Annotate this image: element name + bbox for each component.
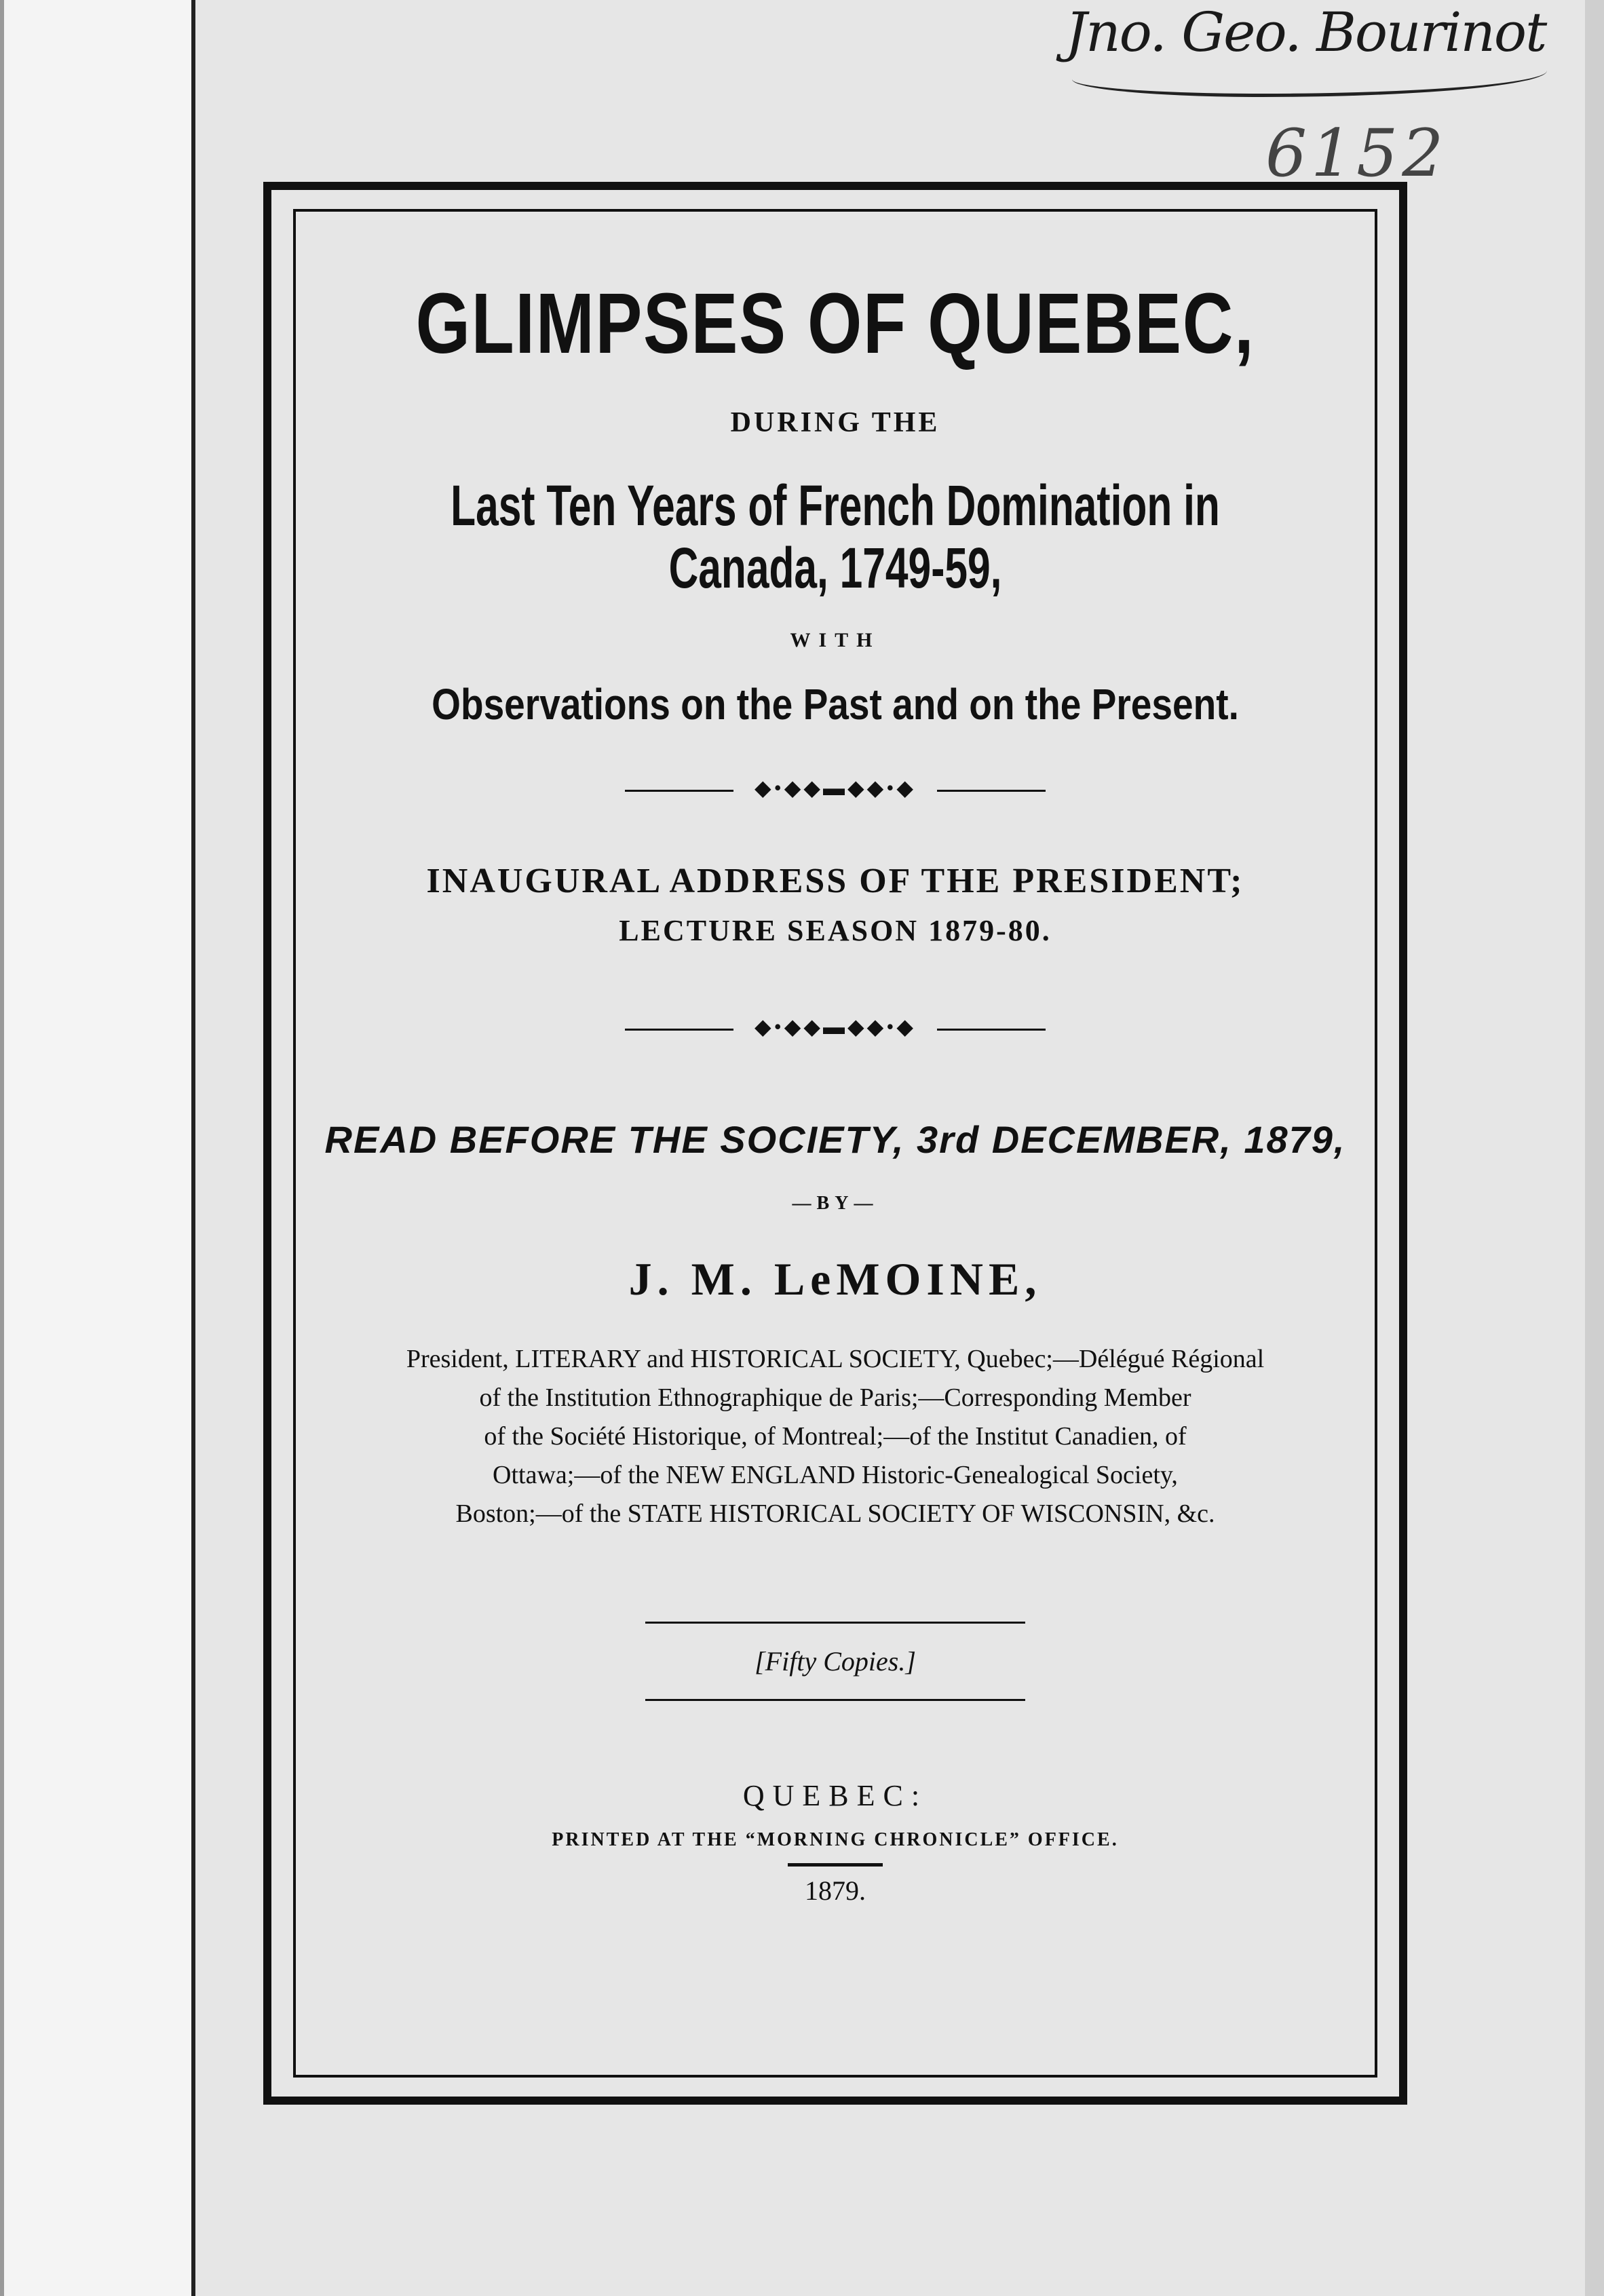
ornament-divider-1	[625, 776, 1046, 801]
shelfmark-number: 6152	[1265, 115, 1448, 191]
ornament-divider-2	[625, 1014, 1046, 1039]
credentials-line: President, LITERARY and HISTORICAL SOCIETY, Quebec;—Délégué Régional	[406, 1345, 1265, 1374]
inaugural-address: INAUGURAL ADDRESS OF THE PRESIDENT;	[426, 862, 1244, 901]
lecture-season: LECTURE SEASON 1879-80.	[619, 914, 1052, 948]
subtitle: Last Ten Years of French Domination in Canada, 1749-59,	[451, 473, 1220, 600]
ornament-line-right	[937, 1029, 1046, 1031]
imprint-year: 1879.	[805, 1875, 866, 1907]
rule-bottom	[645, 1699, 1025, 1701]
observations-line: Observations on the Past and on the Present.	[432, 680, 1239, 729]
credentials-line: Boston;—of the STATE HISTORICAL SOCIETY OF WISCONSIN, &c.	[455, 1499, 1215, 1529]
book-title: GLIMPSES OF QUEBEC,	[415, 275, 1255, 371]
year-rule	[788, 1863, 883, 1867]
left-page-edge	[0, 0, 4, 2296]
copies-block	[296, 1622, 1375, 1701]
read-before-line: READ BEFORE THE SOCIETY, 3rd DECEMBER, 1879,	[324, 1118, 1346, 1162]
credentials-line: of the Société Historique, of Montreal;—of the Institut Canadien, of	[484, 1422, 1187, 1451]
page-edge-shadow	[1585, 0, 1604, 2296]
credentials-line: of the Institution Ethnographique de Paris;—Corresponding Member	[479, 1383, 1191, 1413]
left-page	[0, 0, 195, 2296]
rule-top	[645, 1622, 1025, 1624]
author-name: J. M. LeMOINE,	[628, 1253, 1042, 1305]
ornament-line-right	[937, 790, 1046, 792]
ornament-glyphs: ◆•◆◆▬◆◆•◆	[754, 1014, 917, 1039]
title-page-content	[296, 212, 1375, 1907]
with-label: WITH	[790, 629, 881, 652]
signature-text: Jno. Geo. Bourinot	[1065, 1, 1546, 64]
imprint-printer: PRINTED AT THE “MORNING CHRONICLE” OFFICE.	[552, 1829, 1119, 1851]
signature-flourish	[1072, 53, 1547, 97]
credentials-line: Ottawa;—of the NEW ENGLAND Historic-Genealogical Society,	[493, 1461, 1178, 1490]
ornament-line-left	[625, 790, 733, 792]
ornament-glyphs: ◆•◆◆▬◆◆•◆	[754, 776, 917, 801]
during-the-label: DURING THE	[730, 406, 940, 438]
author-credentials	[326, 1340, 1344, 1533]
ornament-line-left	[625, 1029, 733, 1031]
imprint-city: QUEBEC:	[742, 1779, 928, 1813]
handwritten-signature	[1065, 1, 1554, 107]
copies-note: [Fifty Copies.]	[755, 1646, 916, 1677]
by-label: —BY—	[792, 1193, 879, 1214]
